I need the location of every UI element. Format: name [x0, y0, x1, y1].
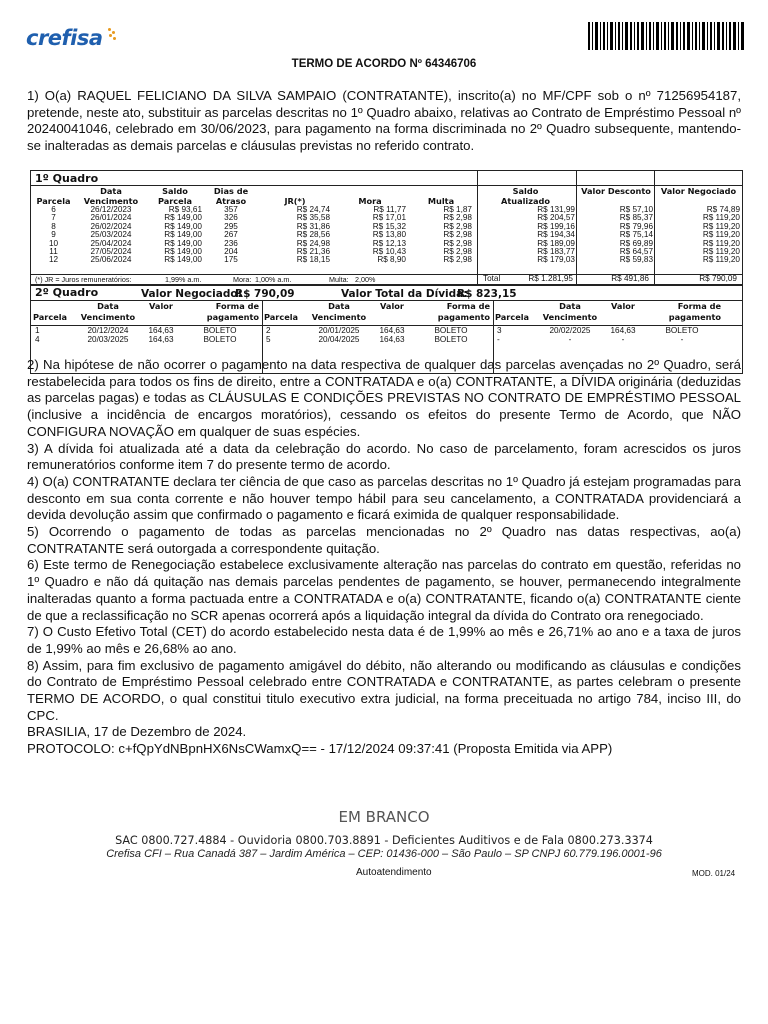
valor-total-value: R$ 823,15 [457, 288, 517, 300]
valor-negociado-value: R$ 790,09 [235, 288, 295, 300]
quadro-1-cell: 326 [224, 213, 238, 223]
total-saldo: R$ 1.281,95 [528, 274, 573, 283]
quadro-2-cell: 20/01/2025 [318, 326, 360, 335]
quadro-1-grid [31, 186, 742, 265]
quadro-1-cell: R$ 18,15 [296, 255, 330, 265]
quadro-1-cell: 11 [49, 247, 58, 257]
quadro-1-cell: R$ 74,89 [706, 205, 740, 214]
quadro-1-cell: R$ 119,20 [702, 230, 740, 240]
header-mora: Mora [358, 196, 382, 206]
quadro-1-table [30, 170, 743, 285]
protocol: PROTOCOLO: c+fQpYdNBpnHX6NsCWamxQ== - 17/12/2024 09:37:41 (Proposta Emitida via APP) [27, 741, 613, 757]
quadro-2-cell: BOLETO [434, 326, 468, 335]
quadro-1-cell: 175 [224, 255, 238, 265]
quadro-1-cell: R$ 24,98 [296, 238, 330, 248]
q2-header-valor: Valor [380, 301, 404, 311]
quadro-1-cell: R$ 2,98 [443, 238, 472, 248]
quadro-1-cell: 26/02/2024 [90, 221, 132, 231]
header-multa: Multa [427, 196, 455, 206]
quadro-1-row [31, 256, 742, 264]
header-data-vencimento: Data Vencimento [83, 186, 139, 206]
clause-1 [27, 88, 741, 155]
quadro-1-cell: R$ 79,96 [619, 221, 653, 231]
quadro-2-cell: BOLETO [434, 335, 468, 344]
clause-3-text: 3) A dívida foi atualizada até a data da celebração do acordo. No caso de parcelamento, foram acrescidos os juros remuneratórios conforme item 7 do presente termo de acordo. [27, 440, 741, 473]
quadro-2-cell: 2 [266, 326, 271, 335]
quadro-1-cell: R$ 64,57 [619, 247, 653, 257]
quadro-1-cell: 26/01/2024 [90, 213, 132, 223]
quadro-1-cell: R$ 199,16 [537, 221, 575, 231]
clause-2-text: 2) Na hipótese de não ocorrer o pagamento na data respectiva de qualquer das parcelas avençadas no 2º Quadro, será restabelecida para todos os fins de direito, entre a CONTRATADA e o(a) CONTRATANTE, a DÍVIDA originária (deduzidas as parcelas pagas) e todas as CLÁUSULAS E CONDIÇÕES PREVISTAS NO CONTRATO DE EMPRÉSTIMO PESSOAL (inclusive a incidência de encargos moratórios), cessando os efeitos do presente Termo de Acordo, que NÃO CONFIGURA NOVAÇÃO em qualquer de suas espécies. [27, 357, 741, 439]
quadro-1-cell: R$ 1,87 [443, 205, 472, 214]
channel-label: Autoatendimento [356, 867, 432, 878]
quadro-2-cell: - [680, 335, 684, 344]
mora-rate: 1,00% a.m. [255, 275, 292, 284]
quadro-1-cell: 236 [224, 238, 238, 248]
quadro-1-cell: R$ 57,10 [619, 205, 653, 214]
quadro-1-cell: R$ 31,86 [296, 221, 330, 231]
q2-header-valor: Valor [149, 301, 173, 311]
quadro-2-cell: 164,63 [379, 335, 405, 344]
quadro-1-cell: 295 [224, 221, 238, 231]
quadro-1-cell: R$ 93,61 [168, 205, 202, 214]
quadro-2-cell: BOLETO [203, 326, 237, 335]
quadro-1-cell: R$ 11,77 [373, 205, 406, 214]
quadro-1-cell: 10 [48, 238, 59, 248]
quadro-2-cell: 20/03/2025 [87, 335, 129, 344]
quadro-1-cell: R$ 119,20 [702, 238, 740, 248]
header-valor-desconto: Valor Desconto [581, 186, 651, 196]
quadro-1-cell: 26/12/2023 [90, 205, 132, 214]
quadro-1-cell: R$ 59,83 [619, 255, 653, 265]
quadro-2-cell: 164,63 [148, 335, 174, 344]
quadro-1-cell: 25/03/2024 [90, 230, 132, 240]
quadro-1-cell: 7 [51, 213, 56, 223]
quadro-1-cell: 9 [51, 230, 56, 240]
quadro-2-cell: 164,63 [148, 326, 174, 335]
company-address: Crefisa CFI – Rua Canadá 387 – Jardim América – CEP: 01436-000 – São Paulo – SP CNPJ 60.779.196.0001-96 [106, 848, 662, 860]
quadro-1-cell: R$ 149,00 [164, 247, 202, 257]
header-parcela: Parcela [36, 196, 71, 206]
quadro-1-title: 1º Quadro [35, 172, 99, 185]
quadro-1-cell: R$ 15,32 [372, 221, 406, 231]
header-dias-atraso: Dias de Atraso [213, 186, 249, 206]
valor-total-label: Valor Total da Dívida: [341, 288, 468, 300]
header-saldo-parcela: Saldo Parcela [157, 186, 193, 206]
quadro-2-cell: - [568, 335, 572, 344]
quadro-1-cell: 25/04/2024 [90, 238, 132, 248]
clause-5-text: 5) Ocorrendo o pagamento de todas as parcelas mencionadas no 2º Quadro nas datas respectivas, ao(a) CONTRATANTE será outorgada a correspondente quitação. [27, 524, 741, 556]
q2-header-data-vencimento: Data Vencimento [311, 301, 367, 322]
quadro-1-cell: R$ 2,98 [443, 247, 472, 257]
quadro-2-cell: BOLETO [203, 335, 237, 344]
clauses-body [27, 357, 741, 758]
total-label: Total [483, 274, 501, 283]
quadro-2-cell: 1 [35, 326, 40, 335]
quadro-2-cell: 164,63 [379, 326, 405, 335]
quadro-2-cell: - [621, 335, 625, 344]
quadro-1-cell: R$ 119,20 [702, 247, 740, 257]
quadro-2-cell: 20/02/2025 [549, 326, 591, 335]
quadro-1-cell: R$ 12,13 [372, 238, 406, 248]
quadro-1-cell: R$ 189,09 [537, 238, 575, 248]
quadro-2-cell: - [497, 335, 500, 344]
quadro-1-cell: R$ 179,03 [537, 255, 575, 265]
quadro-1-cell: R$ 75,14 [619, 230, 653, 240]
multa-rate: 2,00% [355, 275, 376, 284]
quadro-1-cell: R$ 21,36 [296, 247, 330, 257]
barcode-icon [588, 22, 744, 50]
quadro-1-cell: R$ 2,98 [443, 221, 472, 231]
q2-header-data-vencimento: Data Vencimento [80, 301, 136, 322]
jr-rate: 1,99% a.m. [165, 275, 202, 284]
quadro-1-cell: R$ 2,98 [443, 255, 472, 265]
quadro-2-cell: 20/12/2024 [87, 326, 129, 335]
quadro-1-cell: 267 [224, 230, 238, 240]
quadro-1-cell: R$ 13,80 [372, 230, 406, 240]
q2-header-parcela: Parcela [33, 312, 68, 322]
q2-header-data-vencimento: Data Vencimento [542, 301, 598, 322]
clause-8-text: 8) Assim, para fim exclusivo de pagamento amigável do débito, não alterando ou modificando as cláusulas e condições do Contrato de Empréstimo Pessoal celebrado entre CONTRATADA e CONTRATANTE, as partes celebram o presente TERMO DE ACORDO, o qual constitui titulo executivo extra judicial, na forma preceituada no artigo 784, inciso III, do CPC. [27, 657, 741, 723]
logo-dots-icon [108, 28, 116, 42]
total-desconto: R$ 491,86 [611, 274, 649, 283]
mora-label: Mora: [233, 275, 252, 284]
q2-header-parcela: Parcela [264, 312, 299, 322]
quadro-1-cell: R$ 85,37 [619, 213, 653, 223]
q2-header-forma-pagamento: Forma de pagamento [668, 301, 721, 322]
crefisa-logo: crefisa [26, 26, 103, 50]
quadro-1-cell: R$ 119,20 [702, 255, 740, 265]
quadro-1-cell: R$ 149,00 [164, 213, 202, 223]
q2-header-forma-pagamento: Forma de pagamento [437, 301, 490, 322]
quadro-2-cell: 164,63 [610, 326, 636, 335]
quadro-1-cell: R$ 149,00 [164, 221, 202, 231]
quadro-2-cell: 3 [497, 326, 502, 335]
valor-negociado-label: Valor Negociado: [141, 288, 242, 300]
quadro-2-cell: 5 [266, 335, 271, 344]
quadro-2-cell: 4 [35, 335, 40, 344]
quadro-1-cell: R$ 183,77 [537, 247, 575, 257]
header-saldo-atualizado: Saldo Atualizado [501, 186, 550, 206]
quadro-1-cell: R$ 204,57 [537, 213, 575, 223]
clause-1-text: 1) O(a) RAQUEL FELICIANO DA SILVA SAMPAIO (CONTRATANTE), inscrito(a) no MF/CPF sob o nº 71256954187, pretende, neste ato, substituir as parcelas descritas no 1º Quadro abaixo, relativas ao Contrato de Empréstimo Pessoal nº 20240041046, celebrado em 30/06/2023, para pagamento na forma discriminada no 2º Quadro subsequente, mantendo-se inalteradas as demais parcelas e cláusulas previstas no referido contrato. [27, 88, 741, 154]
q2-header-parcela: Parcela [495, 312, 530, 322]
quadro-2-cell: BOLETO [665, 326, 699, 335]
quadro-1-cell: R$ 24,74 [296, 205, 330, 214]
quadro-1-cell: 8 [51, 221, 56, 231]
quadro-1-cell: R$ 149,00 [164, 255, 202, 265]
quadro-1-cell: R$ 8,90 [377, 255, 406, 265]
header-valor-negociado: Valor Negociado [660, 186, 737, 196]
jr-note: (*) JR = Juros remuneratórios: [35, 275, 132, 284]
quadro-1-cell: R$ 131,99 [537, 205, 575, 214]
place-date: BRASILIA, 17 de Dezembro de 2024. [27, 724, 247, 740]
quadro-1-cell: R$ 2,98 [443, 213, 472, 223]
q2-header-valor: Valor [611, 301, 635, 311]
clause-6-text: 6) Este termo de Renegociação estabelece exclusivamente alteração nas parcelas do contrato em questão, referidas no 1º Quadro e não dá quitação nas demais parcelas pendentes de pagamento, se houver, permanecendo integralmente inalteradas quanto a forma pactuada entre a CONTRATADA e o(a) CONTRATANTE, ficando o(a) CONTRATANTE ciente de que a reclassificação no SCR apenas ocorrerá após a liquidação integral da dívida do Contrato ora renegociado. [27, 557, 741, 623]
multa-label: Multa: [329, 275, 349, 284]
quadro-1-cell: R$ 69,89 [619, 238, 653, 248]
quadro-1-cell: R$ 28,56 [296, 230, 330, 240]
sac-contacts: SAC 0800.727.4884 - Ouvidoria 0800.703.8891 - Deficientes Auditivos e de Fala 0800.273.3374 [115, 834, 653, 847]
quadro-1-cell: R$ 194,34 [537, 230, 575, 240]
document-title: TERMO DE ACORDO Nº 64346706 [291, 58, 477, 70]
quadro-1-cell: R$ 35,58 [296, 213, 330, 223]
quadro-1-cell: 204 [224, 247, 238, 257]
quadro-1-cell: R$ 17,01 [372, 213, 406, 223]
quadro-1-cell: R$ 2,98 [443, 230, 472, 240]
quadro-2-cell: 20/04/2025 [318, 335, 360, 344]
quadro-2-title: 2º Quadro [35, 286, 99, 299]
q2-header-forma-pagamento: Forma de pagamento [206, 301, 259, 322]
quadro-1-cell: 6 [51, 205, 56, 214]
quadro-1-cell: 27/05/2024 [90, 247, 132, 257]
quadro-1-cell: 12 [48, 255, 59, 265]
quadro-1-cell: R$ 119,20 [702, 213, 740, 223]
model-code: MOD. 01/24 [692, 869, 736, 878]
quadro-1-cell: 25/06/2024 [90, 255, 132, 265]
quadro-1-cell: R$ 119,20 [702, 221, 740, 231]
total-negociado: R$ 790,09 [699, 274, 737, 283]
quadro-1-cell: R$ 149,00 [164, 238, 202, 248]
quadro-1-cell: R$ 10,43 [372, 247, 406, 257]
blank-stamp: EM BRANCO [338, 808, 430, 826]
clause-7-text: 7) O Custo Efetivo Total (CET) do acordo estabelecido nesta data é de 1,99% ao mês e 26,71% ao ano e a taxa de juros de 1,99% ao mês e 26,68% ao ano. [27, 624, 741, 656]
quadro-1-cell: 357 [224, 205, 238, 214]
clause-4-text: 4) O(a) CONTRATANTE declara ter ciência de que caso as parcelas descritas no 1º Quadro já estejam programadas para desconto em sua conta corrente e não houver tempo hábil para seu cancelamento, a CONTRATADA providenciará a devida devolução assim que confirmado o pagamento e ficará eximida de qualquer responsabilidade. [27, 473, 741, 523]
header-jr: JR(*) [284, 196, 306, 206]
quadro-1-cell: R$ 149,00 [164, 230, 202, 240]
quadro-1-header-row [31, 186, 742, 206]
